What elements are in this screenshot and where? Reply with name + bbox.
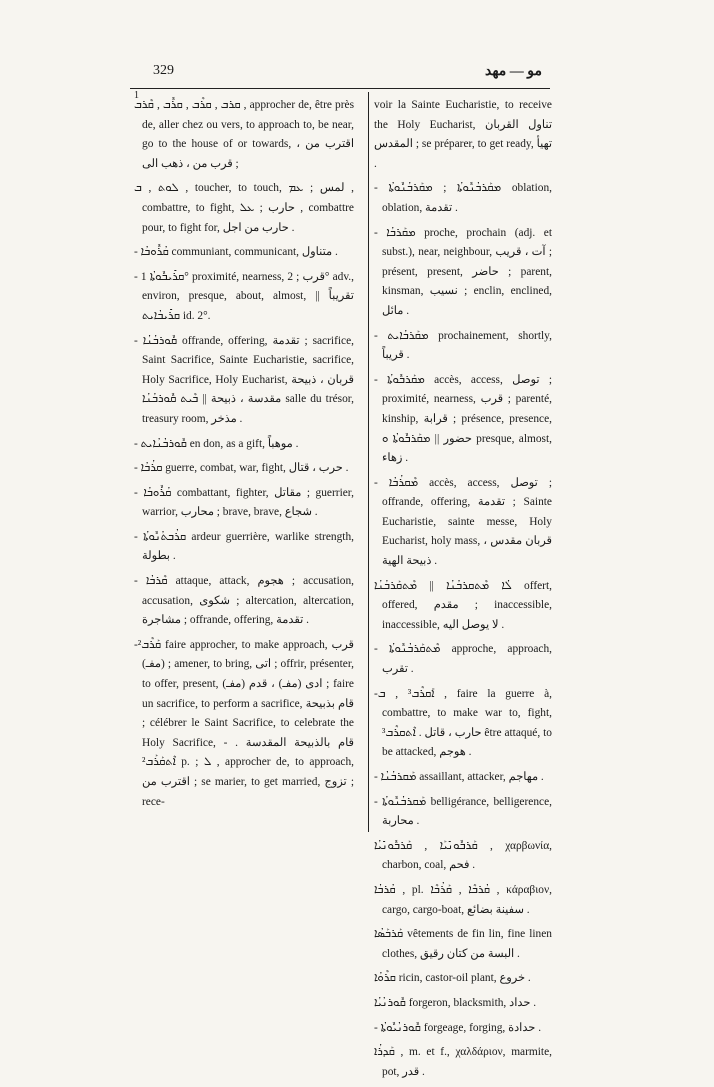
entry-left-4: - ܩܽܘܪܒܳܢܳܐ offrande, offering, تقدمة ; sacrifice, Saint Sacrifice, Sainte Eucharistie, sacrifice, Holy Sacrifice, Holy Eucharist, قربان ، ذبيحة مقدسة ، ذبيحة || ܒܶܝܬ ܩܽܘܪܒܳܢܳܐ salle du trésor, treasury room, مذخر .: [134, 334, 355, 425]
entry-left-10: -ܩܰܪܶܒ² faire approcher, to make approach, قرب (مفـ) ; amener, to bring, اتى ; offrir, présenter, to offer, present, ادى (مفـ) ، قدم (مفـ) ; faire un sacrifice, to perform a sacrifice, قام بذبيحة ; célébrer le Saint Sacrifice, to celebrate the Holy Sacrifice, قام بالذبيحة المقدسة . - ܐܶܬܩܰܪܰܒ² p. ; ܠ , approcher de, to approach, اقترب من ; se marier, to get married, تزوج ; rece-: [134, 638, 355, 808]
entry-right-14: ܩܪܶܘܳܐ ricin, castor-oil plant, خروع .: [374, 972, 531, 985]
entry-right-0: voir la Sainte Eucharistie, to receive the Holy Eucharist, تناول القربان المقدس ; se préparer, to get ready, تهيأ .: [374, 99, 552, 170]
page-number: 329: [153, 63, 174, 78]
entry-right-15: ܩܽܘܪܢܳܝܳܐ forgeron, blacksmith, حداد .: [374, 996, 537, 1009]
entry-right-3: - ܡܩܰܪܒܳܐܝܬ prochainement, shortly, قريباً .: [374, 329, 552, 362]
entry-right-12: ܩܳܪܒܳܐ , pl. ܩܳܪܒܶܐ , ܩܰܪܳܒܶܐ , κάραβιον, cargo, cargo-boat, سفينة بضائع .: [374, 883, 552, 916]
entry-left-9: - ܩܶܪܒܳܐ attaque, attack, هجوم ; accusation, accusation, شكوى ; altercation, altercation, مشاجرة ; offrande, offering, تقدمة .: [134, 575, 354, 627]
entry-left-5: - ܩܽܘܪܒܳܢܳܐܝܬ en don, as a gift, موهباً .: [134, 437, 299, 450]
entry-left-0: ܩܪܒ , ܩܪܶܒ , ܩܪܽܒ , ܩܶܪܒ , approcher de, être près de, aller chez ou vers, to approach to, be near, go to the house of or towards, اقترب من ، قرب من ، ذهب الى ;: [134, 99, 355, 170]
entry-right-8: -ܐܰܩܪܶܒ³ , ܒ , faire la guerre à, combattre, to make war to, fight, حارب ، قاتل . ܐܶܬܩܪܶܒ³ être attaqué, to be attacked, هوجم .: [374, 687, 552, 759]
entry-right-17: ܩܰܕܪܳܐ , m. et f., χαλδάριον, marmite, pot, قدر .: [374, 1046, 552, 1078]
entry-left-3: - ܩܪܺܝܒܽܘܬܳܐ 1° proximité, nearness, قرب ; 2° adv., environ, presque, about, almost, تقريباً || ܩܪܺܝܒܳܐܝܬ id. 2°.: [134, 270, 354, 322]
entry-left-2: - ܩܳܪܽܘܒܳܐ communiant, communicant, متناول .: [134, 246, 338, 259]
header-rule: [130, 88, 550, 89]
column-divider: [368, 92, 369, 832]
entry-right-11: ܩܰܪܒܽܘܢܺܝܰܐ , ܩܰܪܒܽܘܢܺܝܳܐ , χαρβωνία, charbon, coal, فحم .: [374, 839, 553, 872]
left-column: [134, 96, 354, 817]
entry-left-6: - ܩܪܳܒܳܐ guerre, combat, war, fight, حرب ، قتال .: [134, 462, 349, 475]
section-marker: 1: [134, 90, 139, 101]
entry-right-10: - ܡܰܩܪܒܳܢܽܘܬܳܐ belligérance, belligerence, محاربة .: [374, 795, 552, 828]
entry-left-1: ܠܘܬ , ܒ , toucher, to touch, لمس ; ܥܡ , combattre, to fight, حارب ; ܥܠ , combattre pour, to fight for, حارب من اجل .: [134, 182, 354, 234]
right-column: [374, 96, 552, 1087]
entry-right-2: - ܡܩܰܪܒܳܐ proche, prochain (adj. et subst.), near, neighbour, آت ، قريب ; présent, present, حاضر ; parent, kinsman, نسيب ; enclin, enclined, مائل .: [374, 226, 552, 317]
entry-right-7: - ܡܶܬܩܰܪܒܳܢܽܘܬܳܐ approche, approach, تقرب .: [374, 643, 552, 676]
entry-right-4: - ܡܩܰܪܒܽܘܬܳܐ accès, access, توصل ; proximité, nearness, قرب ; parenté, kinship, قرابة ; présence, presence, حضور || ܡܩܰܪܒܽܘܬܳܐ ܘ presque, almost, زهاء .: [374, 373, 553, 465]
entry-right-6: ܠܳܐ ܡܶܬܩܪܒܳܢܳܐ || ܡܶܬܩܰܪܒܳܢܳܐ offert, offered, مقدم ; inaccessible, inaccessible, لا يوصل اليه .: [374, 579, 552, 631]
entry-left-8: - ܩܪܳܒܬܳܢܽܘܬܳܐ ardeur guerrière, warlike strength, بطولة .: [134, 530, 354, 563]
entry-right-5: - ܡܶܩܪܳܒܳܐ accès, access, توصل ; offrande, offering, تقدمة ; Sainte Eucharistie, sainte messe, Holy Eucharist, holy mass, قربان مقدس ، ذبيحة الهية .: [374, 476, 552, 568]
entry-right-9: - ܡܰܩܪܒܳܢܳܐ assaillant, attacker, مهاجم .: [374, 771, 544, 783]
entry-right-13: ܩܰܪܒܰܣܳܐ vêtements de fin lin, fine linen clothes, البسة من كتان رقيق .: [374, 928, 552, 960]
entry-right-1: - ܡܩܰܪܒܳܢܽܘܬܳܐ ; ܡܩܰܪܒܳܢܽܘܬܳܐ oblation, oblation, تقدمة .: [374, 182, 552, 214]
entry-left-7: - ܩܳܪܽܘܒܳܐ combattant, fighter, مقاتل ; guerrier, warrior, محارب ; brave, brave, شجاع .: [134, 486, 354, 519]
entry-right-16: - ܩܽܘܪܢܳܝܽܘܬܳܐ forgeage, forging, حدادة .: [374, 1021, 542, 1034]
running-head: مو — مهد: [485, 64, 543, 79]
